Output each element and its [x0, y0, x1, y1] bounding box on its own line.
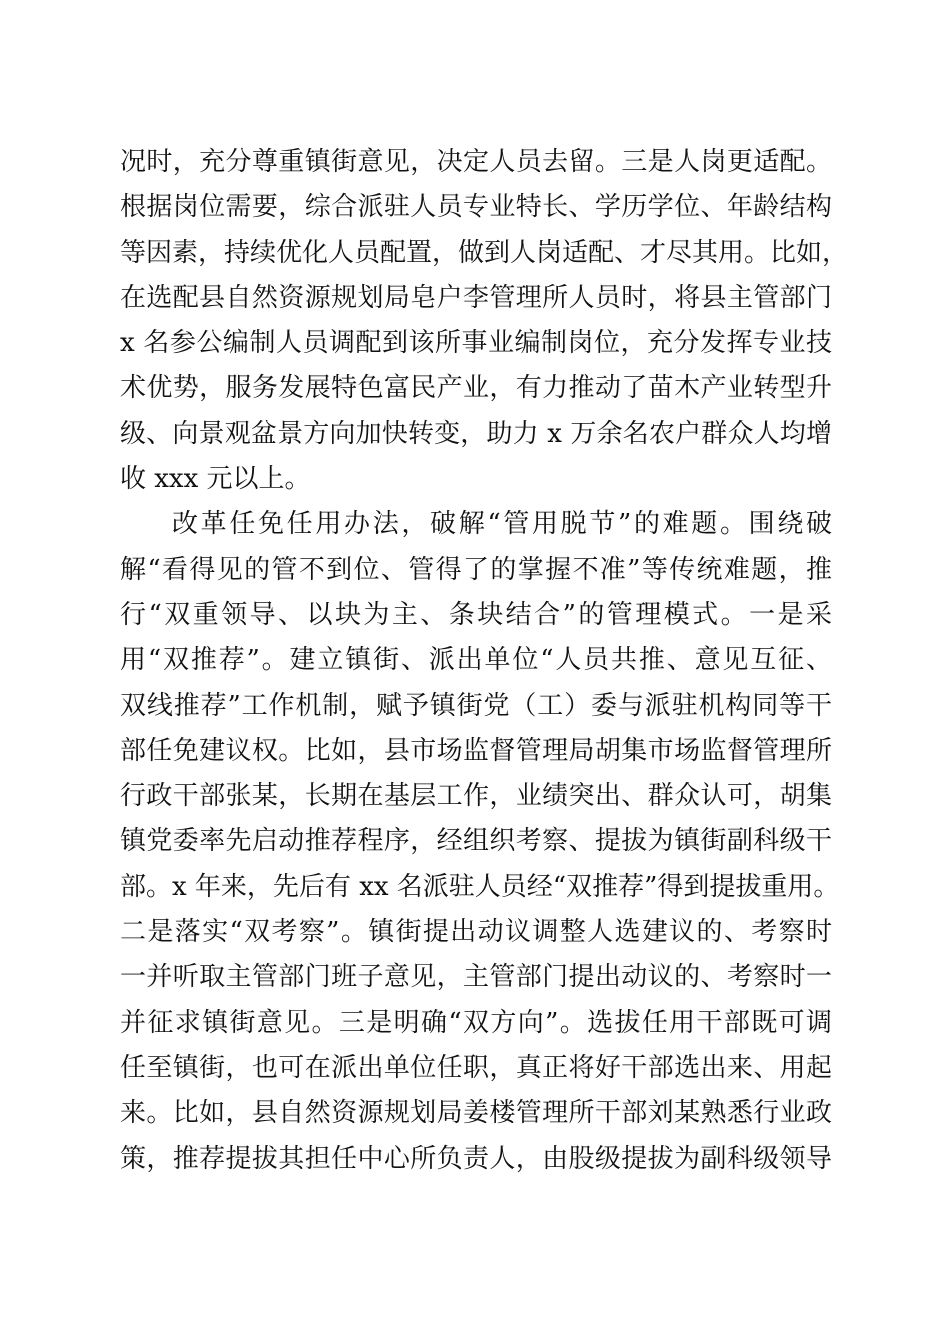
text-line: 一并听取主管部门班子意见，主管部门提出动议的、考察时一 — [120, 962, 832, 993]
text-line: 任至镇街，也可在派出单位任职，真正将好干部选出来、用起 — [120, 1052, 832, 1083]
text-line: 在选配县自然资源规划局皂户李管理所人员时，将县主管部门 — [120, 282, 832, 313]
text-line: 解“看得见的管不到位、管得了的掌握不准”等传统难题，推 — [120, 554, 832, 585]
text-line: 二是落实“双考察”。镇街提出动议调整人选建议的、考察时 — [120, 917, 832, 948]
text-line: 来。比如，县自然资源规划局姜楼管理所干部刘某熟悉行业政 — [120, 1098, 832, 1129]
body-text — [120, 140, 849, 1182]
text-line: 根据岗位需要，综合派驻人员专业特长、学历学位、年龄结构 — [120, 192, 832, 223]
text-line: 部任免建议权。比如，县市场监督管理局胡集市场监督管理所 — [120, 735, 832, 766]
text-line: x 名参公编制人员调配到该所事业编制岗位，充分发挥专业技 — [120, 328, 832, 359]
text-line: 双线推荐”工作机制，赋予镇街党（工）委与派驻机构同等干 — [120, 690, 832, 721]
text-line: 镇党委率先启动推荐程序，经组织考察、提拔为镇街副科级干 — [120, 826, 832, 857]
text-line: 行“双重领导、以块为主、条块结合”的管理模式。一是采 — [120, 599, 832, 630]
text-line: 等因素，持续优化人员配置，做到人岗适配、才尽其用。比如， — [120, 237, 849, 268]
text-line: 用“双推荐”。建立镇街、派出单位“人员共推、意见互征、 — [120, 645, 832, 676]
text-line: 术优势，服务发展特色富民产业，有力推动了苗木产业转型升 — [120, 373, 832, 404]
text-line: 行政干部张某，长期在基层工作，业绩突出、群众认可，胡集 — [120, 781, 832, 812]
text-line: 策，推荐提拔其担任中心所负责人，由股级提拔为副科级领导 — [120, 1143, 832, 1174]
text-line: 收 xxx 元以上。 — [120, 464, 311, 495]
text-line: 部。x 年来，先后有 xx 名派驻人员经“双推荐”得到提拔重用。 — [120, 871, 840, 902]
paragraph-heading-line: 改革任免任用办法，破解“管用脱节”的难题。围绕破 — [172, 509, 832, 540]
text-line: 级、向景观盆景方向加快转变，助力 x 万余名农户群众人均增 — [120, 418, 832, 449]
text-line: 并征求镇街意见。三是明确“双方向”。选拔任用干部既可调 — [120, 1007, 832, 1038]
text-line: 况时，充分尊重镇街意见，决定人员去留。三是人岗更适配。 — [120, 147, 832, 177]
